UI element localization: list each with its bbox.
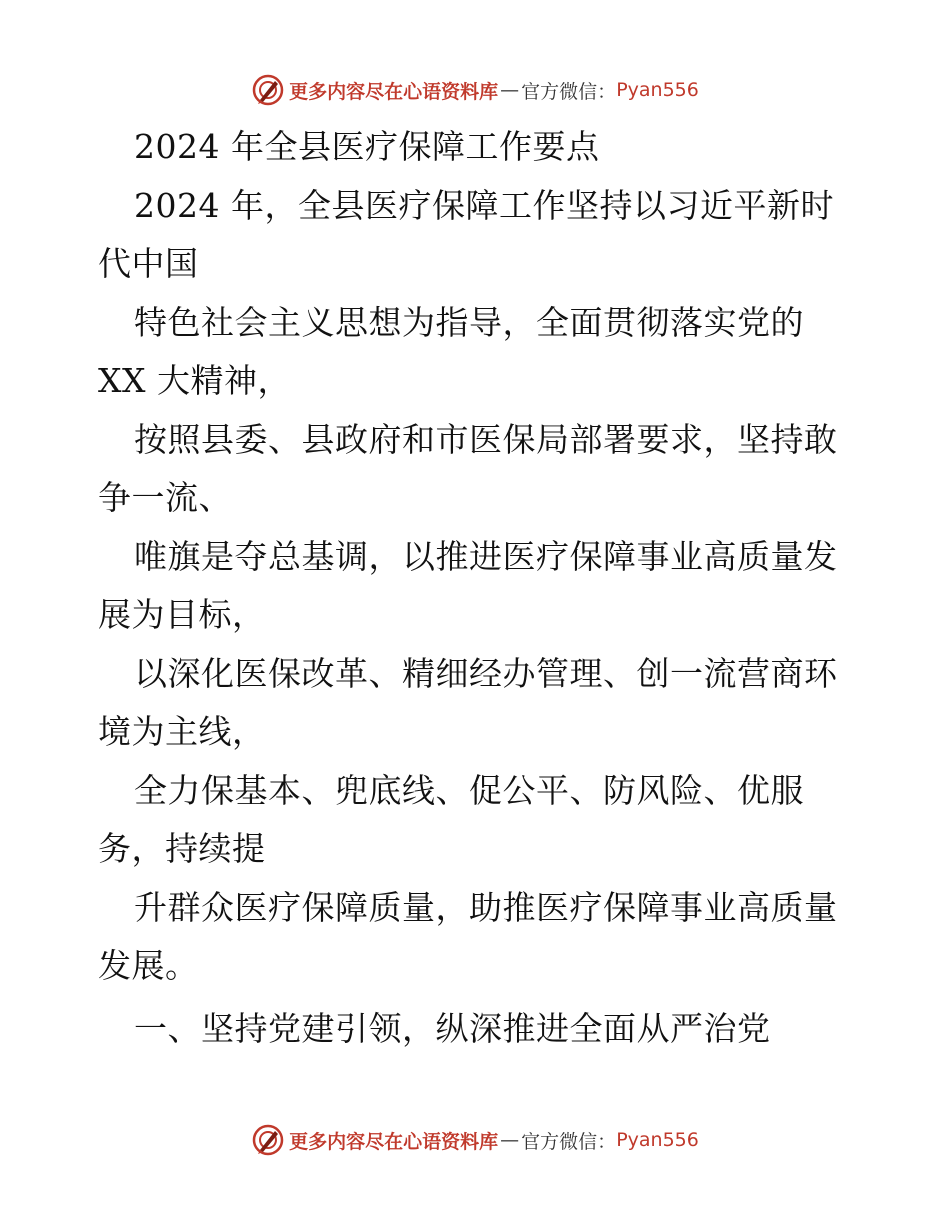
paragraph bbox=[98, 645, 858, 762]
header-banner bbox=[0, 70, 950, 110]
paragraph bbox=[98, 411, 858, 528]
paragraph bbox=[98, 879, 858, 996]
section-heading: 一、坚持党建引领，纵深推进全面从严治党 bbox=[134, 1008, 771, 1048]
banner-separator: — bbox=[500, 79, 520, 101]
banner-separator: — bbox=[500, 1129, 520, 1151]
paragraph-line: 2024 年，全县医疗保障工作坚持以习近平新时 bbox=[134, 185, 834, 225]
paragraph-line: 发展。 bbox=[98, 946, 199, 985]
paragraph-line: 务，持续提 bbox=[98, 829, 266, 868]
document-body bbox=[98, 118, 858, 1058]
paragraph-line: 升群众医疗保障质量，助推医疗保障事业高质量 bbox=[134, 887, 838, 927]
banner-site-name: 更多内容尽在心语资料库 bbox=[289, 1130, 499, 1153]
paragraph-line: 代中国 bbox=[98, 244, 199, 283]
paragraph-line: 唯旗是夺总基调，以推进医疗保障事业高质量发 bbox=[134, 536, 838, 576]
document-title: 2024 年全县医疗保障工作要点 bbox=[134, 127, 600, 166]
paragraph bbox=[98, 762, 858, 879]
paragraph-line: XX 大精神， bbox=[98, 361, 291, 400]
paragraph bbox=[98, 528, 858, 645]
paragraph-line: 特色社会主义思想为指导，全面贯彻落实党的 bbox=[134, 302, 804, 342]
banner-wechat-id: Pyan556 bbox=[616, 1129, 699, 1151]
paragraph-line: 境为主线， bbox=[98, 712, 266, 751]
banner-wechat-label: 官方微信： bbox=[521, 80, 617, 103]
paragraph bbox=[98, 294, 858, 411]
paragraph-line: 展为目标， bbox=[98, 595, 266, 634]
banner-site-name: 更多内容尽在心语资料库 bbox=[289, 80, 499, 103]
pen-logo-icon bbox=[251, 1123, 285, 1157]
paragraph-line: 全力保基本、兜底线、促公平、防风险、优服 bbox=[134, 770, 804, 810]
footer-banner bbox=[0, 1120, 950, 1160]
paragraph-line: 按照县委、县政府和市医保局部署要求，坚持敢 bbox=[134, 419, 838, 459]
paragraph-line: 以深化医保改革、精细经办管理、创一流营商环 bbox=[134, 653, 838, 693]
banner-wechat-id: Pyan556 bbox=[616, 79, 699, 101]
paragraph-line: 争一流、 bbox=[98, 478, 232, 517]
pen-logo-icon bbox=[251, 73, 285, 107]
paragraph bbox=[98, 177, 858, 294]
banner-wechat-label: 官方微信： bbox=[521, 1130, 617, 1153]
